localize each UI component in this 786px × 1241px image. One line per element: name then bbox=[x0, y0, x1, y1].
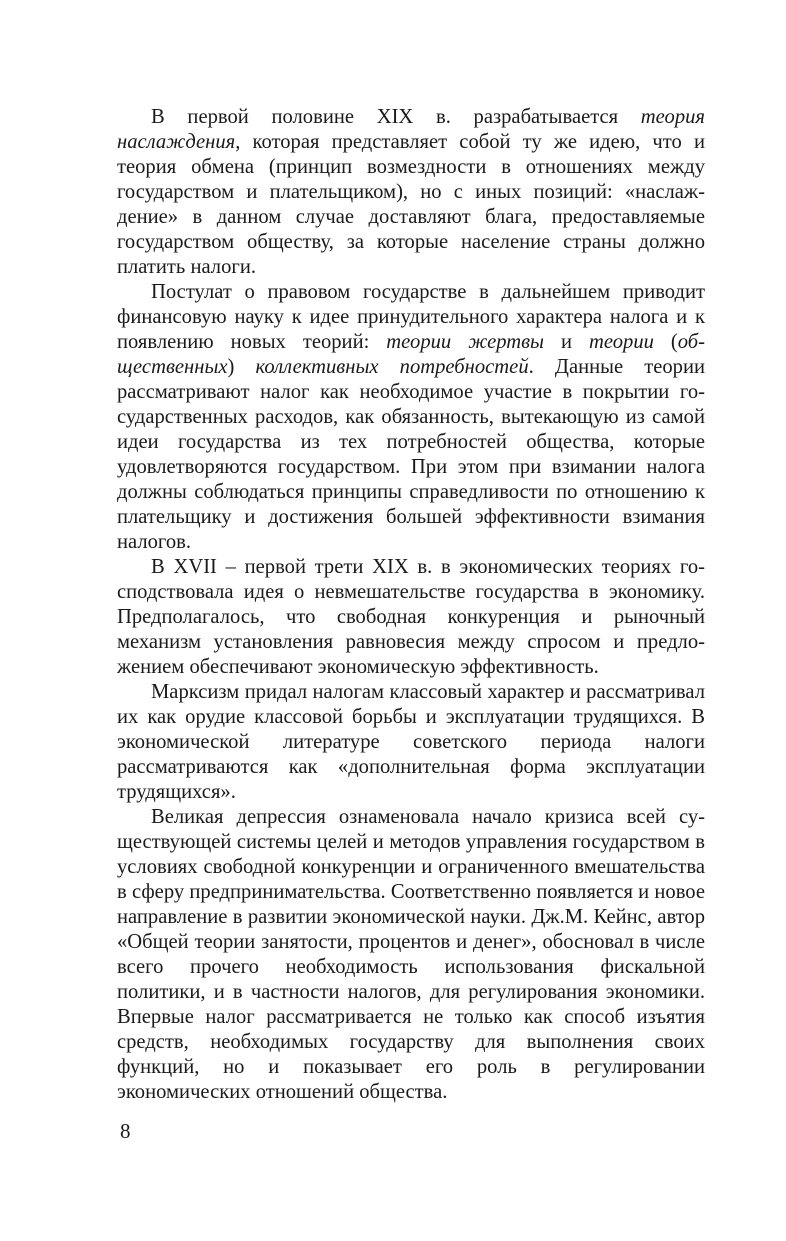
text-run: и bbox=[544, 331, 589, 353]
text-run: Постулат о правовом государстве в дальнейшем приводит финансовую науку к идее принудительного характера налога и к появлению новых теорий: bbox=[117, 281, 705, 353]
italic-term-sacrifice-theory: теории жертвы bbox=[386, 331, 545, 353]
text-run: Марксизм придал налогам классовый характер и рассматривал их как орудие классовой борьбы и эксплуатации трудящихся. В экономической литературе советского периода налоги рассматриваются как «дополнительная форма эксплуатации трудящихся». bbox=[117, 681, 705, 803]
paragraph-5 bbox=[117, 805, 705, 1105]
text-run: ( bbox=[653, 331, 678, 353]
paragraph-4 bbox=[117, 680, 705, 805]
italic-term-theory-of-enjoyment: теория наслаждения bbox=[117, 106, 705, 153]
page-body bbox=[117, 105, 705, 1105]
text-run: . Данные теории рассматривают налог как необходимое участие в покрытии государственных расходов, как обязанность, вытекающую из самой идеи государства из тех потребностей общества, которые удовлетворяются государством. При этом при взимании налога должны соблюдаться принципы справедливости по отношению к плательщику и достижения большей эффективности взимания налогов. bbox=[117, 356, 705, 553]
paragraph-2 bbox=[117, 280, 705, 555]
text-run: В XVII – первой трети XIX в. в экономических теориях господствовала идея о невмешательстве государства в экономику. Предполагалось, что свободная конкуренция и рыночный механизм установления равновесия между спросом и предложением обеспечивают экономическую эффективность. bbox=[117, 556, 705, 678]
page-number: 8 bbox=[120, 1119, 131, 1143]
text-run: , которая представляет собой ту же идею, что и теория обмена (принцип возмездности в отношениях между государством и плательщиком), но с иных позиций: «наслаждение» в данном случае доставляют блага, предоставляемые государством обществу, за которые население страны должно платить налоги. bbox=[117, 131, 705, 278]
italic-term-public: общественных bbox=[117, 331, 706, 378]
text-run: Великая депрессия ознаменовала начало кризиса всей существующей системы целей и методов управления государством в условиях свободной конкуренции и ограниченного вмешательства в сферу предпринимательства. Соответственно появляется и новое направление в развитии экономической науки. Дж.М. Кейнс, автор «Общей теории занятости, процентов и денег», обосновал в числе всего прочего необходимость использования фискальной политики, и в частности налогов, для регулирования экономики. Впервые налог рассматривается не только как способ изъятия средств, необходимых государству для выполнения своих функций, но и показывает его роль в регулировании экономических отношений общества. bbox=[117, 806, 705, 1103]
italic-term-theory: теории bbox=[588, 331, 654, 353]
text-run: В первой половине XIX в. разрабатывается bbox=[151, 106, 641, 128]
paragraph-1 bbox=[117, 105, 705, 280]
paragraph-3 bbox=[117, 555, 705, 680]
text-run: ) bbox=[227, 356, 256, 378]
italic-term-collective-needs: коллективных потребностей bbox=[255, 356, 529, 378]
